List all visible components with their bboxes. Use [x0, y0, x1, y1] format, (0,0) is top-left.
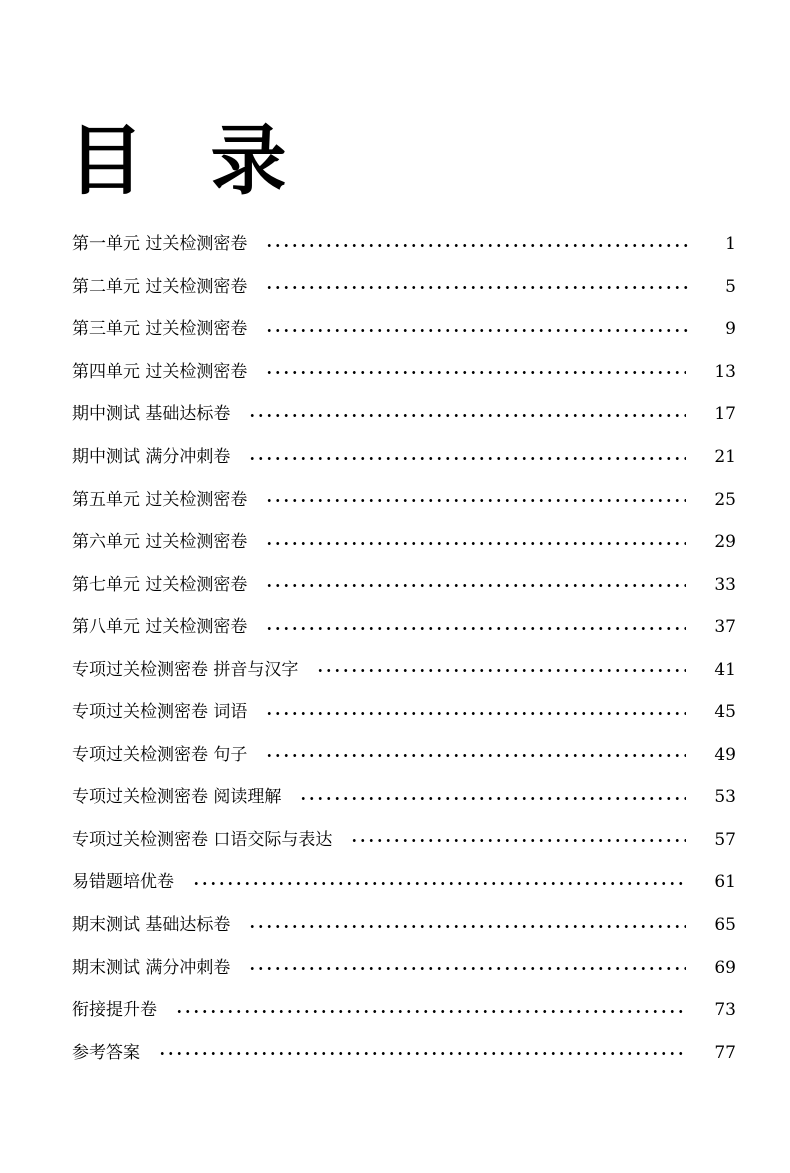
dot-leader — [265, 627, 686, 630]
toc-entry[interactable] — [72, 266, 736, 309]
toc-entry-title: 期中测试 满分冲刺卷 — [72, 447, 231, 467]
dot-leader — [265, 542, 686, 545]
page-title: 目 录 — [68, 116, 307, 205]
dot-leader — [265, 329, 692, 332]
toc-entry[interactable] — [72, 819, 736, 862]
toc-entry-title: 专项过关检测密卷 口语交际与表达 — [72, 829, 333, 850]
toc-entry-page: 53 — [714, 787, 736, 808]
toc-entry-page: 49 — [714, 744, 736, 765]
toc-entry-page: 57 — [714, 829, 736, 850]
toc-entry-page: 21 — [714, 447, 736, 467]
toc-entry-page: 41 — [714, 659, 736, 680]
toc-entry-title: 易错题培优卷 — [72, 872, 174, 893]
toc-entry-title: 专项过关检测密卷 拼音与汉字 — [72, 659, 299, 680]
toc-entry[interactable] — [72, 946, 736, 989]
toc-entry[interactable] — [72, 436, 736, 479]
toc-entry[interactable] — [72, 521, 736, 564]
dot-leader — [350, 839, 686, 842]
toc-entry-title: 第一单元 过关检测密卷 — [72, 234, 248, 255]
toc-entry-title: 第六单元 过关检测密卷 — [72, 532, 248, 553]
toc-entry[interactable] — [72, 478, 736, 521]
toc-entry[interactable] — [72, 351, 736, 394]
dot-leader — [248, 967, 686, 970]
dot-leader — [316, 669, 686, 672]
toc-entry-page: 29 — [714, 532, 736, 553]
dot-leader — [265, 244, 692, 247]
toc-entry[interactable] — [72, 223, 736, 266]
toc-entry-title: 第三单元 过关检测密卷 — [72, 319, 248, 340]
dot-leader — [265, 286, 692, 289]
toc-entry[interactable] — [72, 861, 736, 904]
toc-entry-page: 61 — [714, 872, 736, 893]
toc-entry[interactable] — [72, 691, 736, 734]
table-of-contents — [72, 223, 736, 1074]
toc-entry-title: 第四单元 过关检测密卷 — [72, 361, 248, 382]
toc-entry-title: 第五单元 过关检测密卷 — [72, 489, 248, 510]
toc-entry[interactable] — [72, 648, 736, 691]
toc-entry-page: 77 — [714, 1042, 736, 1063]
toc-entry-title: 期中测试 基础达标卷 — [72, 404, 231, 425]
toc-entry[interactable] — [72, 308, 736, 351]
toc-entry-title: 期末测试 满分冲刺卷 — [72, 957, 231, 978]
toc-entry-page: 1 — [725, 234, 736, 255]
toc-entry[interactable] — [72, 734, 736, 777]
toc-entry-page: 33 — [714, 574, 736, 595]
toc-entry[interactable] — [72, 904, 736, 947]
dot-leader — [265, 499, 686, 502]
dot-leader — [248, 457, 686, 460]
toc-entry-page: 5 — [725, 276, 736, 297]
toc-entry[interactable] — [72, 1031, 736, 1074]
dot-leader — [192, 882, 686, 885]
toc-entry-title: 专项过关检测密卷 词语 — [72, 702, 248, 723]
toc-entry[interactable] — [72, 393, 736, 436]
dot-leader — [265, 371, 686, 374]
toc-entry-page: 9 — [725, 319, 736, 340]
toc-entry-page: 25 — [714, 489, 736, 510]
toc-entry-title: 第八单元 过关检测密卷 — [72, 617, 248, 638]
toc-entry-page: 45 — [714, 702, 736, 723]
toc-entry-page: 17 — [714, 404, 736, 425]
toc-entry-page: 65 — [714, 915, 736, 936]
toc-entry-title: 第二单元 过关检测密卷 — [72, 276, 248, 297]
toc-entry-title: 衔接提升卷 — [72, 1000, 157, 1021]
toc-entry-title: 第七单元 过关检测密卷 — [72, 574, 248, 595]
toc-entry-title: 专项过关检测密卷 阅读理解 — [72, 787, 282, 808]
dot-leader — [299, 797, 686, 800]
dot-leader — [175, 1010, 686, 1013]
dot-leader — [158, 1052, 686, 1055]
dot-leader — [248, 414, 686, 417]
toc-entry[interactable] — [72, 563, 736, 606]
toc-entry[interactable] — [72, 776, 736, 819]
dot-leader — [248, 925, 686, 928]
toc-entry-title: 期末测试 基础达标卷 — [72, 915, 231, 936]
dot-leader — [265, 712, 686, 715]
toc-entry-title: 参考答案 — [72, 1042, 140, 1063]
toc-entry-page: 69 — [714, 957, 736, 978]
toc-entry-title: 专项过关检测密卷 句子 — [72, 744, 248, 765]
toc-entry-page: 37 — [714, 617, 736, 638]
toc-entry[interactable] — [72, 989, 736, 1032]
toc-entry-page: 13 — [714, 361, 736, 382]
dot-leader — [265, 754, 686, 757]
dot-leader — [265, 584, 686, 587]
toc-entry-page: 73 — [714, 1000, 736, 1021]
toc-entry[interactable] — [72, 606, 736, 649]
